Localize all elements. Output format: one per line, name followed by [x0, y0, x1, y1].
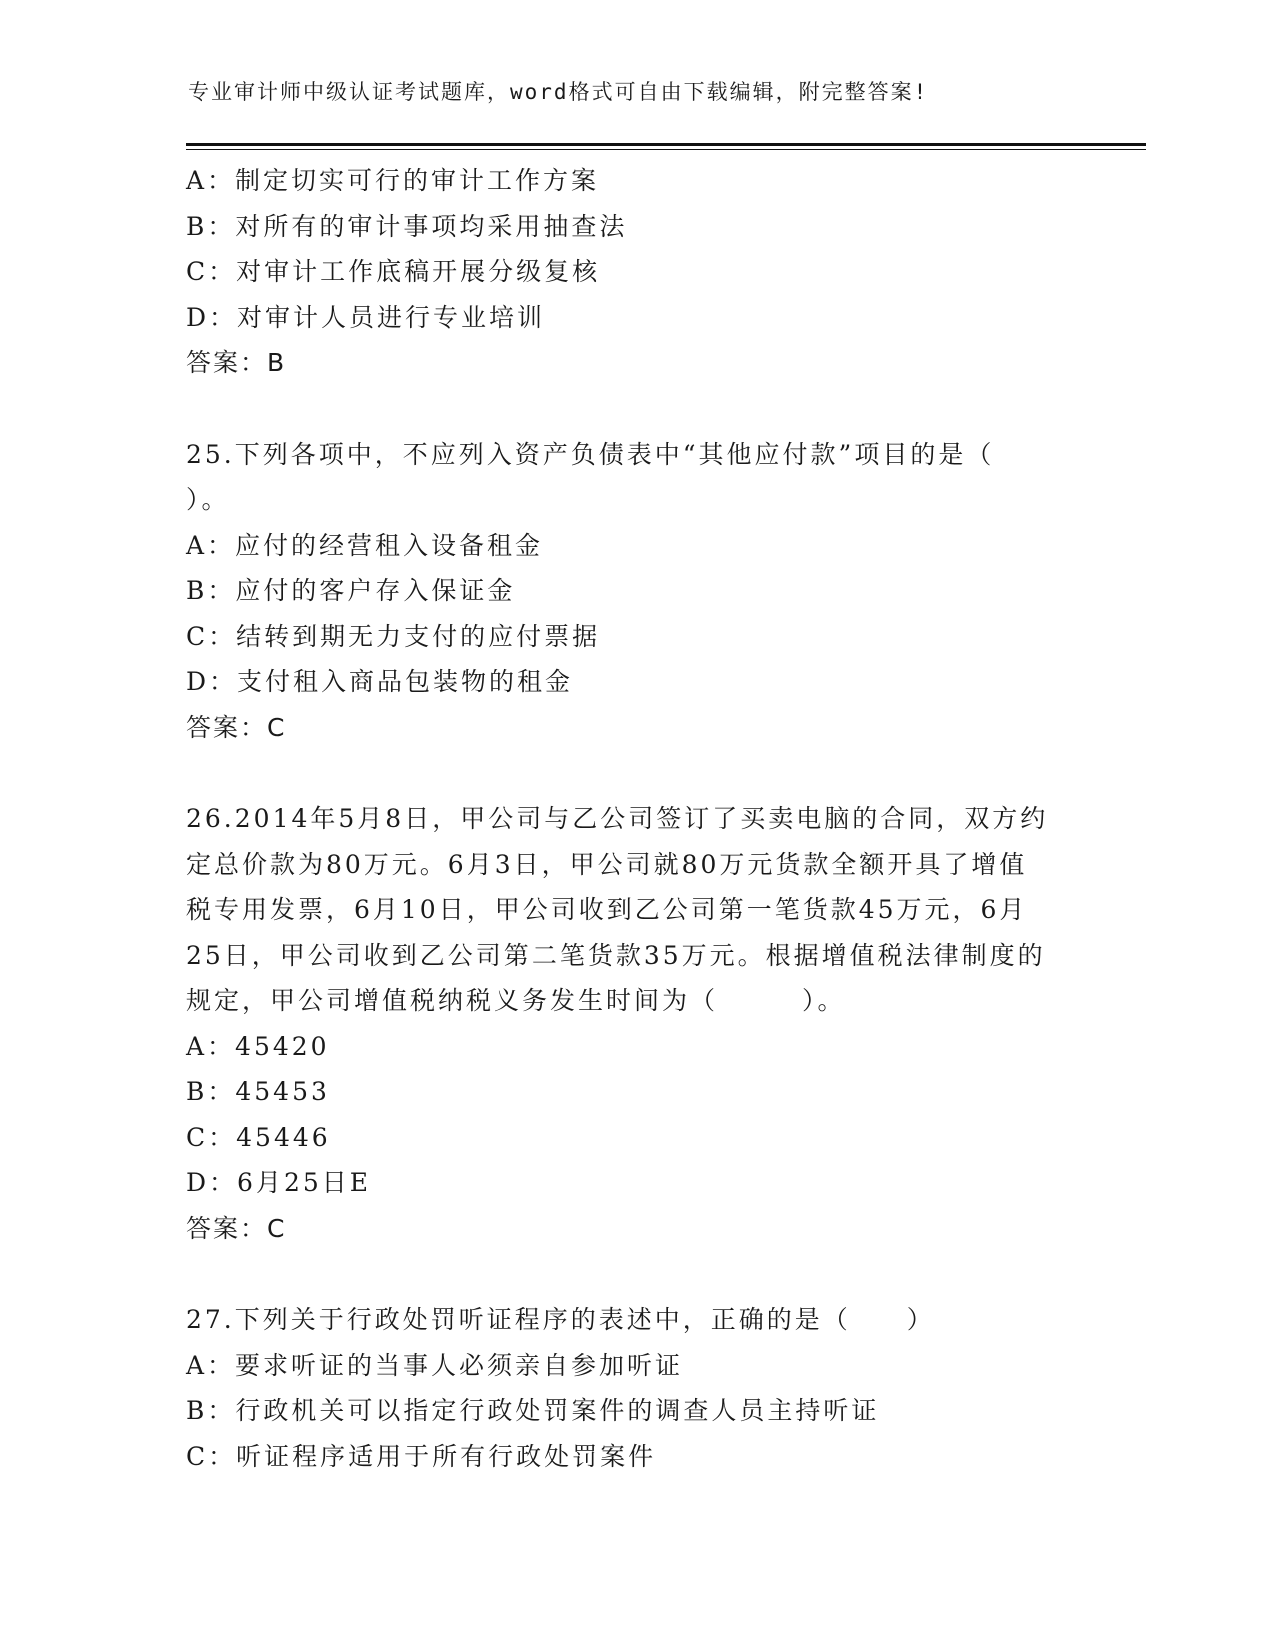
question-stem-line: 25.下列各项中，不应列入资产负债表中“其他应付款”项目的是（ [186, 439, 995, 469]
question-list [186, 158, 1086, 1479]
option-b: B：应付的客户存入保证金 [186, 576, 516, 605]
page-header: 专业审计师中级认证考试题库，word格式可自由下载编辑，附完整答案! [188, 80, 929, 104]
question-stem-line: 税专用发票，6月10日，甲公司收到乙公司第一笔货款45万元，6月 [186, 895, 1028, 924]
option-a: A：制定切实可行的审计工作方案 [186, 166, 600, 195]
option-d: D：对审计人员进行专业培训 [186, 302, 546, 332]
option-b: B：45453 [186, 1077, 330, 1106]
header-divider-thick [186, 143, 1146, 146]
option-a: A：45420 [186, 1031, 330, 1061]
answer: 答案：C [186, 712, 287, 742]
option-c: C：45446 [186, 1122, 331, 1152]
question-24 [186, 158, 1086, 386]
question-27 [186, 1297, 1086, 1479]
option-b: B：对所有的审计事项均采用抽查法 [186, 211, 628, 241]
header-divider-thin [186, 149, 1146, 150]
option-c: C：结转到期无力支付的应付票据 [186, 621, 601, 651]
spacer [186, 1251, 1086, 1297]
question-stem-line: 25日，甲公司收到乙公司第二笔货款35万元。根据增值税法律制度的 [186, 940, 1046, 970]
answer: 答案：B [186, 348, 287, 377]
question-stem-line: 规定，甲公司增值税纳税义务发生时间为（ ）。 [186, 986, 846, 1015]
question-25 [186, 432, 1086, 751]
answer: 答案：C [186, 1213, 287, 1243]
question-26 [186, 796, 1086, 1251]
question-stem-line: 26.2014年5月8日，甲公司与乙公司签订了买卖电脑的合同，双方约 [186, 804, 1049, 833]
option-a: A：应付的经营租入设备租金 [186, 530, 544, 560]
option-d: D：6月25日E [186, 1168, 372, 1197]
option-a: A：要求听证的当事人必须亲自参加听证 [186, 1350, 684, 1380]
spacer [186, 386, 1086, 432]
question-stem-line: 定总价款为80万元。6月3日，甲公司就80万元货款全额开具了增值 [186, 849, 1028, 879]
option-d: D：支付租入商品包装物的租金 [186, 667, 574, 696]
question-stem-line: 27.下列关于行政处罚听证程序的表述中，正确的是（ ） [186, 1305, 935, 1334]
spacer [186, 750, 1086, 796]
option-b: B：行政机关可以指定行政处罚案件的调查人员主持听证 [186, 1396, 880, 1425]
option-c: C：对审计工作底稿开展分级复核 [186, 257, 601, 286]
option-c: C：听证程序适用于所有行政处罚案件 [186, 1441, 657, 1471]
question-stem-line: ）。 [186, 485, 230, 514]
